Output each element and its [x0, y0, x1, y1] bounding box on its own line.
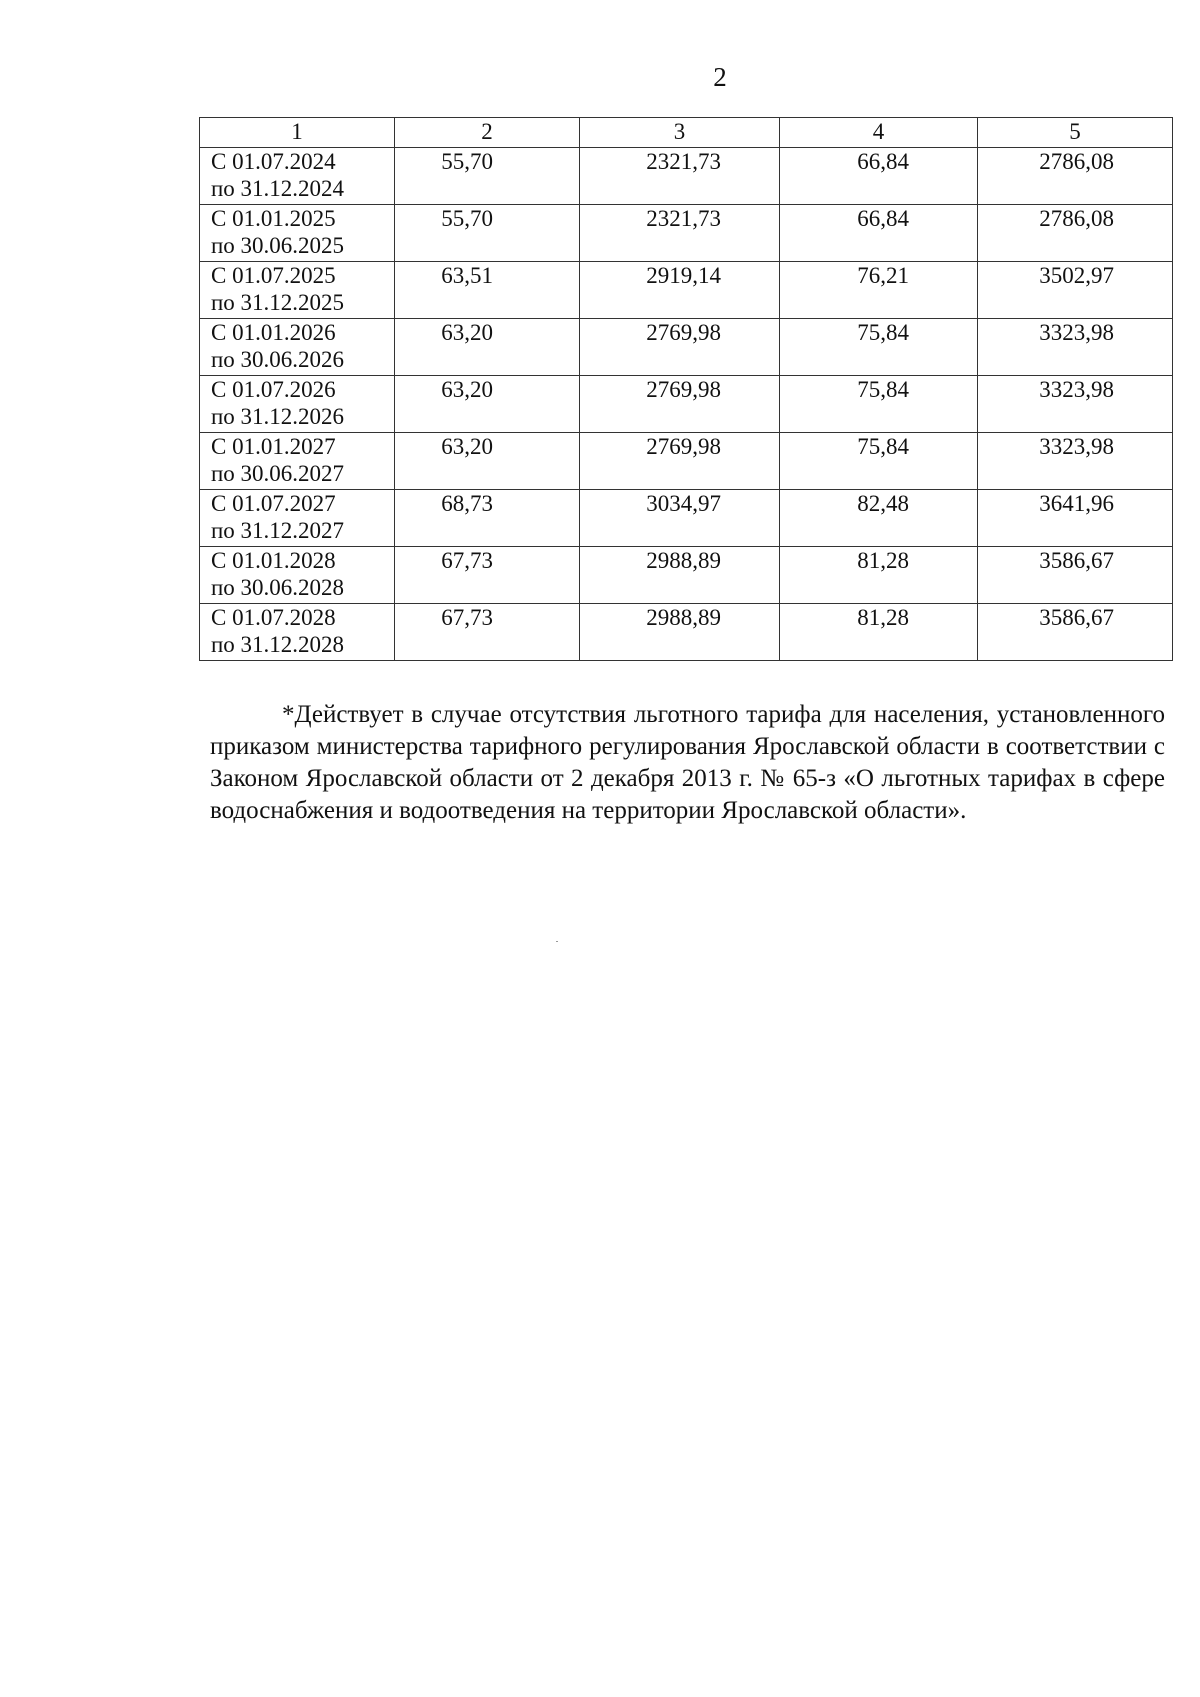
period-from: С 01.07.2025: [211, 263, 336, 288]
period-from: С 01.01.2027: [211, 434, 336, 459]
scan-speck: [556, 941, 558, 942]
value-cell-col3: 2919,14: [580, 262, 780, 319]
value-cell-col3: 2988,89: [580, 547, 780, 604]
value-cell-col4: 66,84: [780, 148, 978, 205]
period-cell: [200, 490, 395, 547]
value-cell-col2: 67,73: [395, 547, 580, 604]
page-number: 2: [713, 62, 727, 92]
period-from: С 01.01.2026: [211, 320, 336, 345]
value-cell-col3: 2769,98: [580, 319, 780, 376]
value-cell-col3: 2769,98: [580, 376, 780, 433]
period-to: по 30.06.2026: [211, 347, 345, 372]
value-cell-col2: 63,20: [395, 376, 580, 433]
value-cell-col2: 55,70: [395, 205, 580, 262]
column-number-5: 5: [978, 118, 1173, 148]
period-cell: [200, 376, 395, 433]
value-cell-col5: 3641,96: [978, 490, 1173, 547]
period-cell: [200, 547, 395, 604]
value-cell-col2: 63,51: [395, 262, 580, 319]
period-to: по 31.12.2026: [211, 404, 345, 429]
table-row: [200, 433, 1173, 490]
value-cell-col4: 75,84: [780, 319, 978, 376]
period-cell: [200, 319, 395, 376]
value-cell-col4: 82,48: [780, 490, 978, 547]
table-row: [200, 319, 1173, 376]
period-cell: [200, 262, 395, 319]
value-cell-col3: 2321,73: [580, 205, 780, 262]
value-cell-col4: 75,84: [780, 433, 978, 490]
table-row: [200, 547, 1173, 604]
period-cell: [200, 604, 395, 661]
value-cell-col2: 68,73: [395, 490, 580, 547]
period-to: по 30.06.2028: [211, 575, 345, 600]
value-cell-col5: 3323,98: [978, 319, 1173, 376]
period-from: С 01.01.2025: [211, 206, 336, 231]
value-cell-col5: 2786,08: [978, 205, 1173, 262]
value-cell-col2: 67,73: [395, 604, 580, 661]
value-cell-col4: 81,28: [780, 547, 978, 604]
period-to: по 31.12.2025: [211, 290, 345, 315]
value-cell-col4: 76,21: [780, 262, 978, 319]
table-row: [200, 604, 1173, 661]
value-cell-col2: 63,20: [395, 319, 580, 376]
period-from: С 01.07.2026: [211, 377, 336, 402]
table-row: [200, 262, 1173, 319]
period-from: С 01.01.2028: [211, 548, 336, 573]
period-from: С 01.07.2028: [211, 605, 336, 630]
column-number-3: 3: [580, 118, 780, 148]
period-to: по 30.06.2025: [211, 233, 345, 258]
table-row: [200, 205, 1173, 262]
value-cell-col5: 2786,08: [978, 148, 1173, 205]
footnote-text: *Действует в случае отсутствия льготного тарифа для населения, установленного приказом министерства тарифного регулирования Ярославской области в соответствии с Законом Ярославской области от 2 декабря 2013 г. № 65-з «О льготных тарифах в сфере водоснабжения и водоотведения на территории Ярославской области».: [210, 701, 1165, 824]
value-cell-col5: 3586,67: [978, 604, 1173, 661]
value-cell-col3: 2988,89: [580, 604, 780, 661]
column-number-2: 2: [395, 118, 580, 148]
value-cell-col5: 3502,97: [978, 262, 1173, 319]
table-row: [200, 148, 1173, 205]
period-to: по 31.12.2028: [211, 632, 345, 657]
value-cell-col3: 2321,73: [580, 148, 780, 205]
table-header-row: [200, 118, 1173, 148]
value-cell-col3: 2769,98: [580, 433, 780, 490]
period-from: С 01.07.2024: [211, 149, 336, 174]
column-number-1: 1: [200, 118, 395, 148]
value-cell-col4: 81,28: [780, 604, 978, 661]
value-cell-col2: 63,20: [395, 433, 580, 490]
period-to: по 31.12.2027: [211, 518, 345, 543]
period-from: С 01.07.2027: [211, 491, 336, 516]
table-row: [200, 490, 1173, 547]
period-cell: [200, 205, 395, 262]
value-cell-col4: 75,84: [780, 376, 978, 433]
value-cell-col2: 55,70: [395, 148, 580, 205]
tariff-table: [199, 117, 1173, 661]
period-to: по 30.06.2027: [211, 461, 345, 486]
value-cell-col5: 3323,98: [978, 376, 1173, 433]
column-number-4: 4: [780, 118, 978, 148]
period-cell: [200, 148, 395, 205]
value-cell-col4: 66,84: [780, 205, 978, 262]
period-cell: [200, 433, 395, 490]
period-to: по 31.12.2024: [211, 176, 345, 201]
value-cell-col3: 3034,97: [580, 490, 780, 547]
table-row: [200, 376, 1173, 433]
value-cell-col5: 3586,67: [978, 547, 1173, 604]
value-cell-col5: 3323,98: [978, 433, 1173, 490]
